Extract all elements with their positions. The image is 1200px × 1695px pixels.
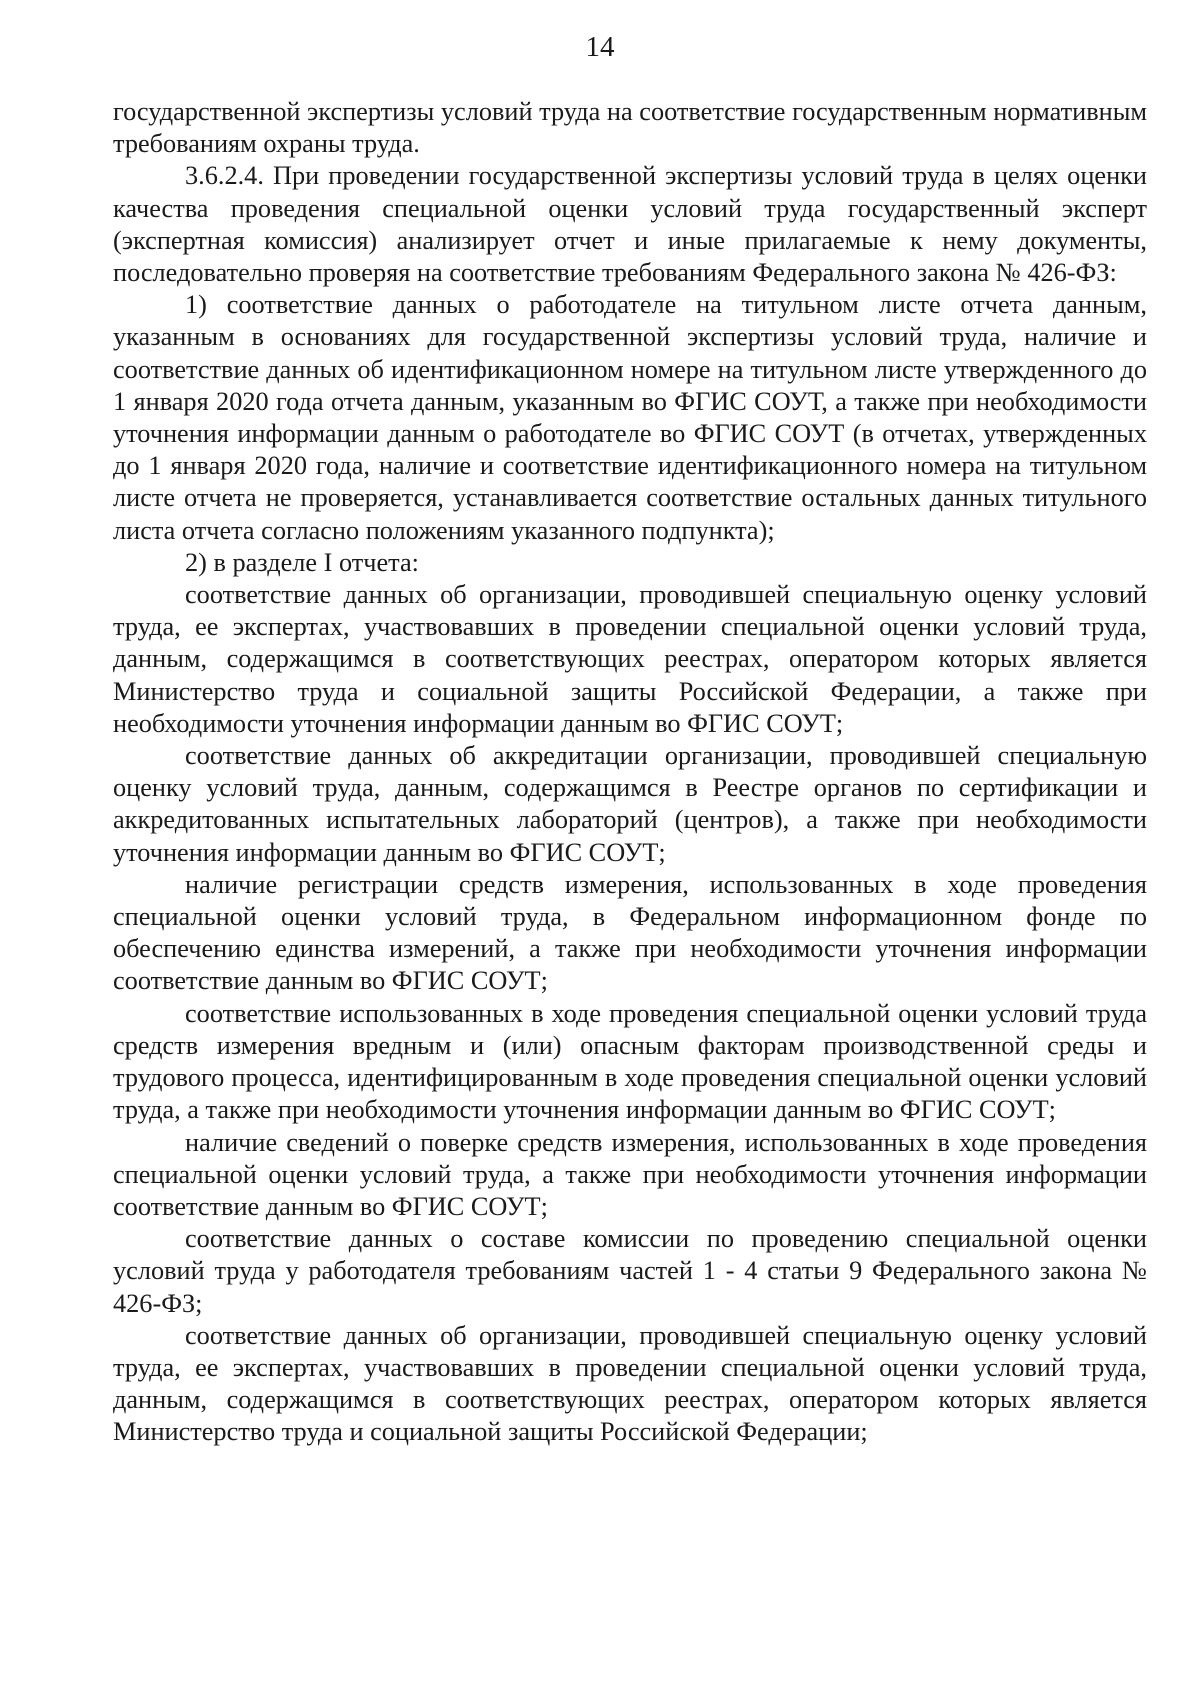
paragraph-organization-data-repeat: соответствие данных об организации, проводившей специальную оценку условий труда, ее экспертах, участвовавших в проведении специальной оценки условий труда, данным, содержащимся в соответствующих реестрах, оператором которых является Министерство труда и социальной защиты Российской Федерации; [113,1320,1147,1447]
paragraph-instrument-compliance: соответствие использованных в ходе проведения специальной оценки условий труда средств измерения вредным и (или) опасным факторам производственной среды и трудового процесса, идентифицированным в ходе проведения специальной оценки условий труда, а также при необходимости уточнения информации данным во ФГИС СОУТ; [113,998,1147,1125]
paragraph-instrument-registration: наличие регистрации средств измерения, использованных в ходе проведения специальной оценки условий труда, в Федеральном информационном фонде по обеспечению единства измерений, а также при необходимости уточнения информации соответствие данным во ФГИС СОУТ; [113,869,1147,996]
page-number: 14 [585,31,615,63]
paragraph-calibration-data: наличие сведений о поверке средств измерения, использованных в ходе проведения специальной оценки условий труда, а также при необходимости уточнения информации соответствие данным во ФГИС СОУТ; [113,1127,1147,1221]
document-body [113,96,1147,1449]
paragraph-organization-data: соответствие данных об организации, проводившей специальную оценку условий труда, ее экспертах, участвовавших в проведении специальной оценки условий труда, данным, содержащимся в соответствующих реестрах, оператором которых является Министерство труда и социальной защиты Российской Федерации, а также при необходимости уточнения информации данным во ФГИС СОУТ; [113,580,1147,738]
paragraph-commission-composition: соответствие данных о составе комиссии по проведению специальной оценки условий труда у работодателя требованиям частей 1 - 4 статьи 9 Федерального закона № 426-ФЗ; [113,1224,1147,1318]
paragraph-item-2: 2) в разделе I отчета: [185,547,419,577]
paragraph-accreditation-data: соответствие данных об аккредитации организации, проводившей специальную оценку условий труда, данным, содержащимся в Реестре органов по сертификации и аккредитованных испытательных лабораторий (центров), а также при необходимости уточнения информации данным во ФГИС СОУТ; [113,741,1147,867]
paragraph-item-1: 1) соответствие данных о работодателе на титульном листе отчета данным, указанным в основаниях для государственной экспертизы условий труда, наличие и соответствие данных об идентификационном номере на титульном листе утвержденного до 1 января 2020 года отчета данным, указанным во ФГИС СОУТ, а также при необходимости уточнения информации данным о работодателе во ФГИС СОУТ (в отчетах, утвержденных до 1 января 2020 года, наличие и соответствие идентификационного номера на титульном листе отчета не проверяется, устанавливается соответствие остальных данных титульного листа отчета согласно положениям указанного подпункта); [113,290,1147,545]
paragraph-clause-3-6-2-4: 3.6.2.4. При проведении государственной экспертизы условий труда в целях оценки качества проведения специальной оценки условий труда государственный эксперт (экспертная комиссия) анализирует отчет и иные прилагаемые к нему документы, последовательно проверяя на соответствие требованиям Федерального закона № 426-ФЗ: [113,161,1147,288]
paragraph-continuation: государственной экспертизы условий труда на соответствие государственным нормативным требованиям охраны труда. [113,97,1147,159]
